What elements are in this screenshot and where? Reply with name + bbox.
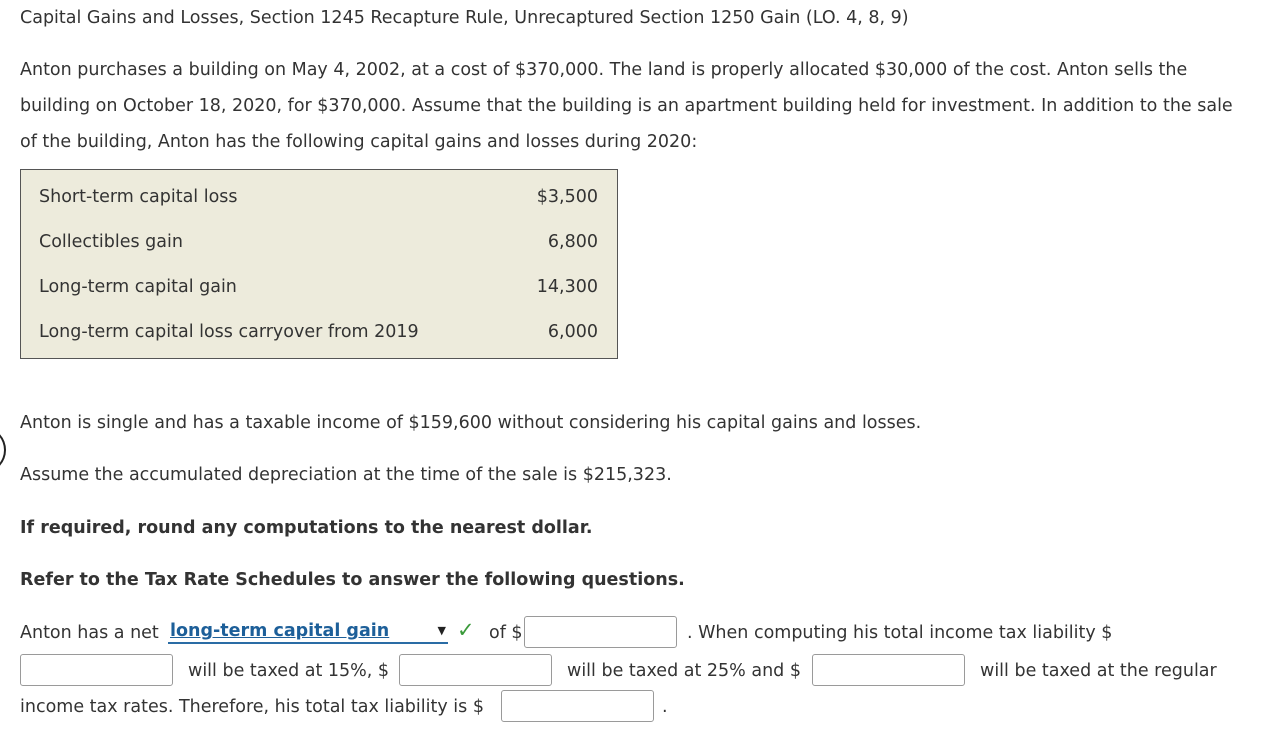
row-label: Short-term capital loss — [39, 187, 238, 207]
page-title: Capital Gains and Losses, Section 1245 Recapture Rule, Unrecaptured Section 1250 Gain (LO. 4, 8, 9) — [20, 8, 909, 28]
end-period: . — [662, 697, 668, 717]
intro-line-3: of the building, Anton has the following capital gains and losses during 2020: — [20, 132, 698, 152]
regular-rate-label: will be taxed at the regular — [980, 661, 1217, 681]
regular-rate-input[interactable] — [812, 654, 965, 686]
table-row — [21, 177, 617, 222]
of-label: of $ — [489, 623, 523, 643]
row-label: Long-term capital gain — [39, 277, 237, 297]
liability-text: . When computing his total income tax liability $ — [687, 623, 1113, 643]
collapse-arc-decoration — [0, 428, 6, 472]
rounding-instruction: If required, round any computations to the nearest dollar. — [20, 518, 593, 538]
depreciation-fact: Assume the accumulated depreciation at the time of the sale is $215,323. — [20, 465, 672, 485]
net-gain-amount-input[interactable] — [524, 616, 677, 648]
select-value: long-term capital gain — [170, 621, 390, 641]
intro-line-2: building on October 18, 2020, for $370,000. Assume that the building is an apartment building held for investment. In addition to the sale — [20, 96, 1233, 116]
table-row — [21, 267, 617, 312]
row-value: 14,300 — [536, 277, 598, 297]
total-liability-input[interactable] — [501, 690, 654, 722]
taxed-25-input[interactable] — [399, 654, 552, 686]
row-value: 6,800 — [547, 232, 598, 252]
question-prefix: Anton has a net — [20, 623, 159, 643]
check-icon: ✓ — [457, 618, 475, 642]
chevron-down-icon[interactable]: ▼ — [437, 624, 446, 637]
row-value: $3,500 — [536, 187, 598, 207]
taxed-25-label: will be taxed at 25% and $ — [567, 661, 801, 681]
row-label: Long-term capital loss carryover from 2019 — [39, 322, 419, 342]
taxed-15-input[interactable] — [20, 654, 173, 686]
taxed-15-label: will be taxed at 15%, $ — [188, 661, 390, 681]
row-label: Collectibles gain — [39, 232, 183, 252]
table-row — [21, 312, 617, 357]
row-value: 6,000 — [547, 322, 598, 342]
total-liability-label: income tax rates. Therefore, his total tax liability is $ — [20, 697, 484, 717]
intro-line-1: Anton purchases a building on May 4, 2002, at a cost of $370,000. The land is properly allocated $30,000 of the cost. Anton sells the — [20, 60, 1188, 80]
net-gain-type-select[interactable] — [168, 622, 448, 644]
table-row — [21, 222, 617, 267]
schedules-instruction: Refer to the Tax Rate Schedules to answer the following questions. — [20, 570, 685, 590]
income-fact: Anton is single and has a taxable income of $159,600 without considering his capital gains and losses. — [20, 413, 922, 433]
capital-gains-table — [20, 169, 618, 359]
